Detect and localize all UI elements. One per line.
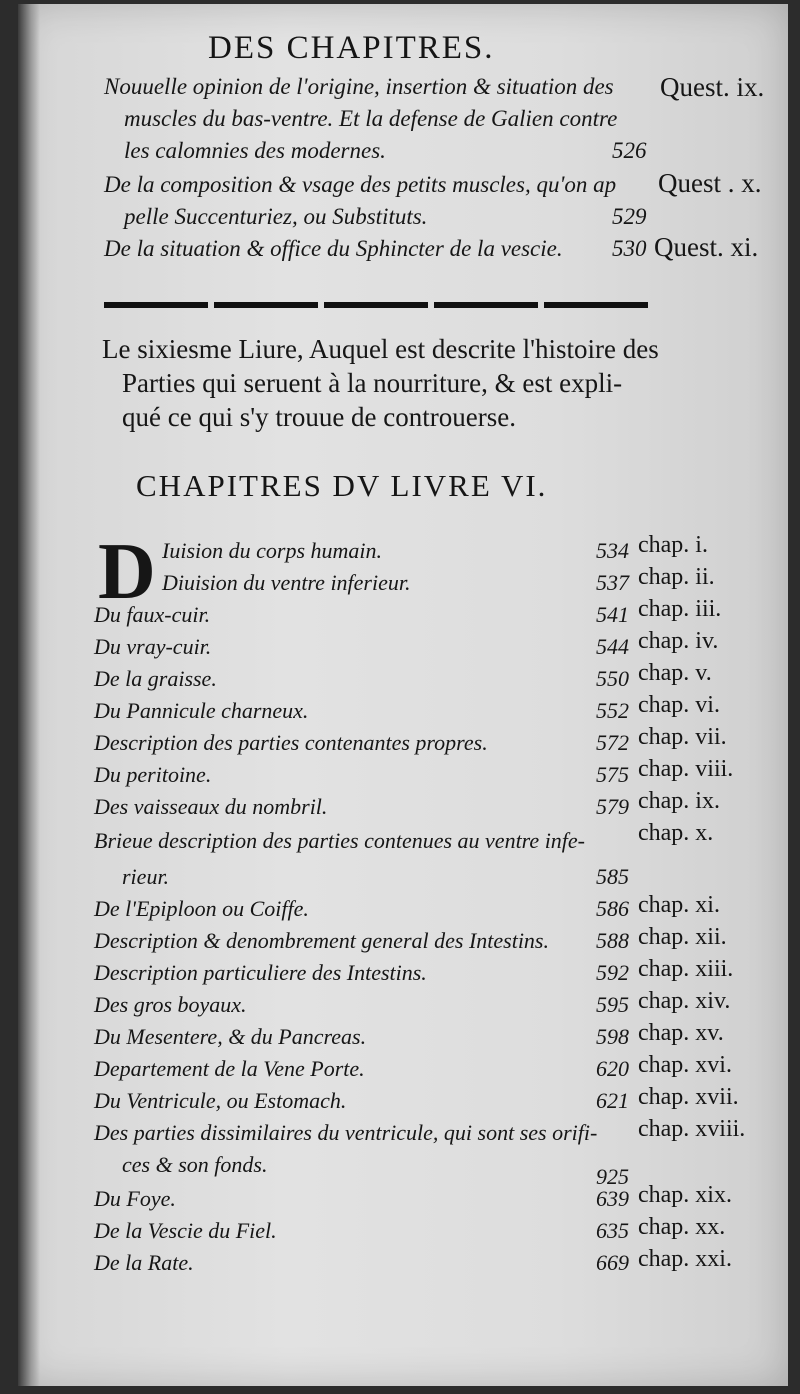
page-header: DES CHAPITRES. [208,30,495,66]
chapter-number-label: chap. vii. [638,724,727,750]
chapter-number-label: chap. ix. [638,788,720,814]
chapter-title: Des parties dissimilaires du ventricule, qui sont ses orifi- [94,1120,598,1145]
intro-line-2: Parties qui seruent à la nourriture, & est expli- [122,368,623,398]
chapter-title: Du vray-cuir. [94,634,212,659]
book-page [18,4,788,1386]
question-9-line-1: Nouuelle opinion de l'origine, insertion & situation des [104,74,614,99]
chapter-number-label: chap. xxi. [638,1246,732,1272]
intro-line-3: qué ce qui s'y trouue de controuerse. [122,402,516,432]
chapter-title: De la graisse. [94,666,217,691]
chapter-number-label: chap. xix. [638,1182,732,1208]
chapter-title: Description des parties contenantes propres. [94,730,488,755]
chapter-number-label: chap. iv. [638,628,719,654]
chapter-page-number: 585 [596,864,629,889]
chapter-number-label: chap. iii. [638,596,722,622]
chapters-subheading: CHAPITRES DV LIVRE VI. [136,468,548,503]
chapter-number-label: chap. x. [638,820,714,846]
chapter-number-label: chap. xvii. [638,1084,739,1110]
chapter-page-number: 592 [596,960,629,985]
chapter-page-number: 586 [596,896,629,921]
chapter-page-number: 639 [596,1186,629,1211]
question-9-label: Quest. ix. [660,72,765,102]
drop-cap-letter: D [98,528,156,616]
chapter-title: Du Ventricule, ou Estomach. [94,1088,347,1113]
chapter-page-number: 595 [596,992,629,1017]
question-10-page: 529 [612,204,647,229]
chapter-title: Brieue description des parties contenues au ventre infe- [94,828,586,853]
chapter-title: Description particuliere des Intestins. [94,960,427,985]
chapter-number-label: chap. xi. [638,892,720,918]
chapter-title: Du Mesentere, & du Pancreas. [94,1024,367,1049]
chapter-page-number: 534 [596,538,629,563]
intro-line-1: Le sixiesme Liure, Auquel est descrite l'histoire des [102,334,659,364]
chapter-page-number: 575 [596,762,629,787]
chapter-title: Iuision du corps humain. [162,538,382,563]
chapter-page-number: 579 [596,794,629,819]
chapter-number-label: chap. xiii. [638,956,734,982]
question-11-page: 530 [612,236,647,261]
chapter-number-label: chap. viii. [638,756,734,782]
chapter-title: Du Foye. [94,1186,176,1211]
chapter-page-number: 620 [596,1056,629,1081]
chapter-page-number: 544 [596,634,629,659]
chapter-page-number: 669 [596,1250,629,1275]
chapter-title-continuation: ces & son fonds. [122,1152,268,1177]
question-10-line-2: pelle Succenturiez, ou Substituts. [124,204,428,229]
chapter-title: Du Pannicule charneux. [94,698,309,723]
chapter-number-label: chap. xviii. [638,1116,746,1142]
chapter-number-label: chap. xv. [638,1020,724,1046]
chapter-page-number: 598 [596,1024,629,1049]
chapter-number-label: chap. xx. [638,1214,726,1240]
chapter-title: De l'Epiploon ou Coiffe. [94,896,309,921]
question-11-line-1: De la situation & office du Sphincter de la vescie. [104,236,563,261]
chapter-page-number: 572 [596,730,629,755]
chapter-title: Du peritoine. [94,762,212,787]
chapter-number-label: chap. xvi. [638,1052,732,1078]
chapter-title: Des vaisseaux du nombril. [94,794,328,819]
chapter-page-number: 541 [596,602,629,627]
chapter-title: Departement de la Vene Porte. [94,1056,365,1081]
chapter-number-label: chap. v. [638,660,712,686]
section-divider-rule [104,302,652,308]
question-9-line-2: muscles du bas-ventre. Et la defense de Galien contre [124,106,618,131]
question-10-label: Quest . x. [658,168,762,198]
chapter-number-label: chap. xiv. [638,988,731,1014]
chapter-title: Du faux-cuir. [94,602,211,627]
question-10-line-1: De la composition & vsage des petits muscles, qu'on ap [104,172,617,197]
chapter-number-label: chap. i. [638,532,708,558]
chapter-title: Description & denombrement general des Intestins. [94,928,549,953]
chapter-page-number: 552 [596,698,629,723]
chapter-title: De la Rate. [94,1250,194,1275]
chapter-number-label: chap. xii. [638,924,727,950]
chapter-title: De la Vescie du Fiel. [94,1218,277,1243]
chapter-page-number: 537 [596,570,629,595]
question-9-page: 526 [612,138,647,163]
question-11-label: Quest. xi. [654,232,759,262]
page-gutter-shadow [18,4,40,1386]
chapter-page-number: 588 [596,928,629,953]
chapter-page-number: 925 [596,1164,629,1189]
chapter-number-label: chap. ii. [638,564,715,590]
chapter-number-label: chap. vi. [638,692,720,718]
chapter-page-number: 621 [596,1088,629,1113]
chapter-title-continuation: rieur. [122,864,170,889]
chapter-title: Diuision du ventre inferieur. [162,570,411,595]
chapter-page-number: 550 [596,666,629,691]
question-9-line-3: les calomnies des modernes. [124,138,386,163]
chapter-page-number: 635 [596,1218,629,1243]
chapter-title: Des gros boyaux. [94,992,247,1017]
